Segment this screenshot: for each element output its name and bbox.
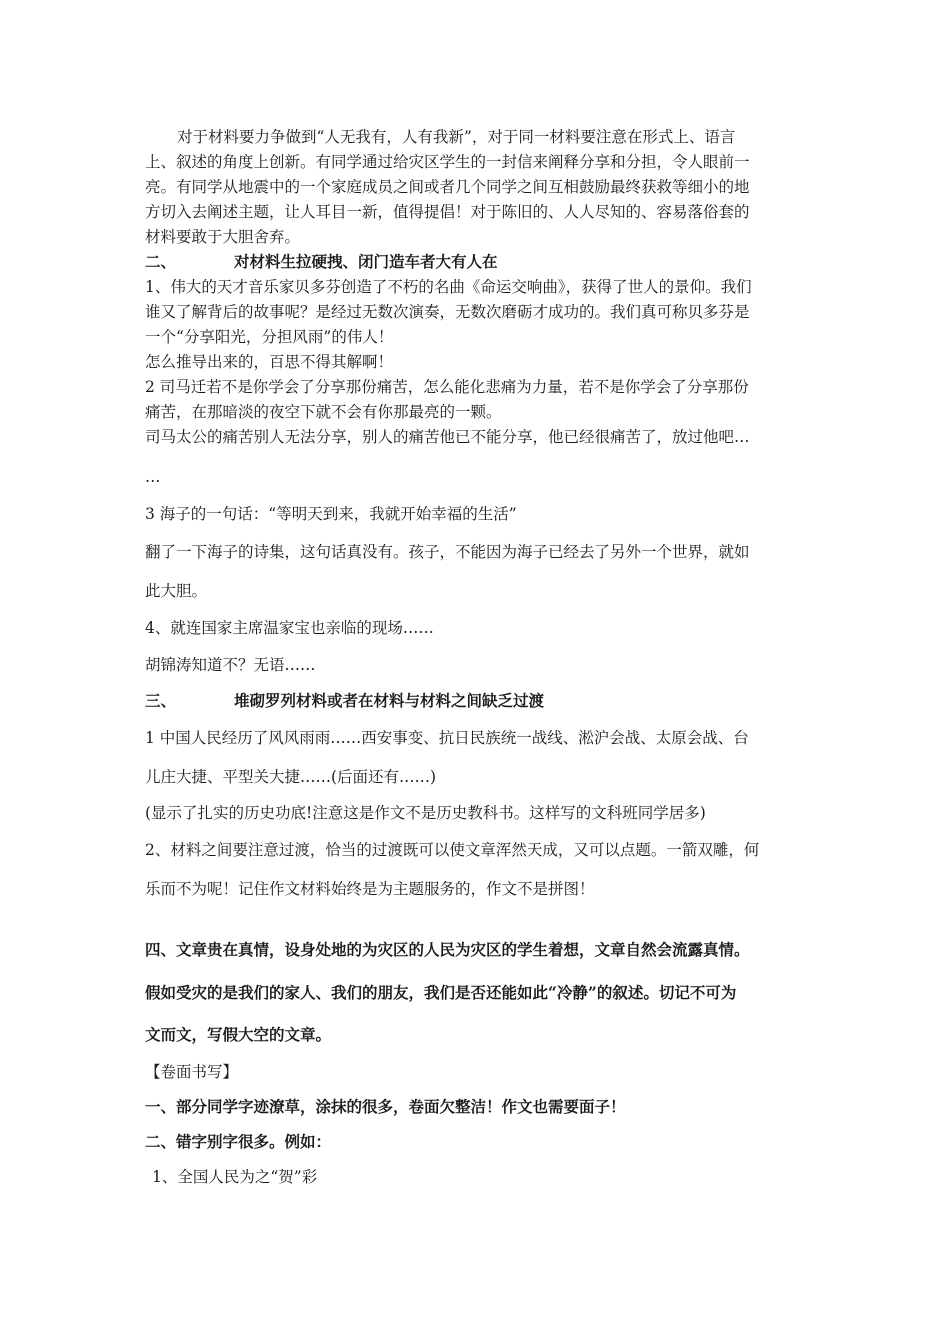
intro-line-3: 亮。有同学从地震中的一个家庭成员之间或者几个同学之间互相鼓励最终获救等细小的地 bbox=[145, 178, 750, 196]
section-2-line-9: 3 海子的一句话：“等明天到来，我就开始幸福的生活” bbox=[145, 505, 517, 523]
section-3-line-2: 儿庄大捷、平型关大捷……(后面还有……) bbox=[145, 768, 437, 786]
section-4-line-2: 假如受灾的是我们的家人、我们的朋友，我们是否还能如此“冷静”的叙述。切记不可为 bbox=[145, 983, 737, 1002]
section-2-heading bbox=[145, 251, 498, 273]
section-2-line-3: 一个“分享阳光，分担风雨”的伟人！ bbox=[145, 328, 394, 346]
section-2-line-5: 2 司马迁若不是你学会了分享那份痛苦，怎么能化悲痛为力量，若不是你学会了分享那份 bbox=[145, 378, 749, 396]
section-2-line-13: 胡锦涛知道不？无语…… bbox=[145, 656, 316, 674]
writing-example-1: 1、全国人民为之“贺”彩 bbox=[152, 1168, 318, 1186]
section-3-line-5: 乐而不为呢！记住作文材料始终是为主题服务的，作文不是拼图！ bbox=[145, 880, 595, 898]
intro-line-5: 材料要敢于大胆舍弃。 bbox=[145, 228, 301, 246]
section-3-heading bbox=[145, 690, 544, 712]
section-2-line-7: 司马太公的痛苦别人无法分享，别人的痛苦他已不能分享，他已经很痛苦了，放过他吧… bbox=[145, 428, 750, 446]
section-2-line-11: 此大胆。 bbox=[145, 582, 208, 600]
writing-point-2: 二、错字别字很多。例如： bbox=[145, 1132, 332, 1151]
section-2-line-2: 谁又了解背后的故事呢？是经过无数次演奏，无数次磨砺才成功的。我们真可称贝多芬是 bbox=[145, 303, 750, 321]
section-2-line-12: 4、就连国家主席温家宝也亲临的现场…… bbox=[145, 619, 434, 637]
section-4-line-3: 文而文，写假大空的文章。 bbox=[145, 1025, 332, 1044]
section-2-line-4: 怎么推导出来的，百思不得其解啊！ bbox=[145, 353, 394, 371]
section-3-line-1: 1 中国人民经历了风风雨雨……西安事变、抗日民族统一战线、淞沪会战、太原会战、台 bbox=[145, 729, 749, 747]
section-2-number: 二、 bbox=[145, 252, 177, 271]
section-3-line-3: (显示了扎实的历史功底!注意这是作文不是历史教科书。这样写的文科班同学居多) bbox=[145, 804, 706, 822]
section-2-line-1: 1、伟大的天才音乐家贝多芬创造了不朽的名曲《命运交响曲》，获得了世人的景仰。我们 bbox=[145, 278, 752, 296]
section-3-number: 三、 bbox=[145, 691, 177, 710]
intro-line-2: 上、叙述的角度上创新。有同学通过给灾区学生的一封信来阐释分享和分担，令人眼前一 bbox=[145, 153, 750, 171]
writing-point-1: 一、部分同学字迹潦草，涂抹的很多，卷面欠整洁！作文也需要面子！ bbox=[145, 1097, 626, 1116]
section-4-line-1: 四、文章贵在真情，设身处地的为灾区的人民为灾区的学生着想，文章自然会流露真情。 bbox=[145, 940, 750, 959]
section-2-line-8: … bbox=[145, 468, 161, 486]
section-3-line-4: 2、材料之间要注意过渡，恰当的过渡既可以使文章浑然天成，又可以点题。一箭双雕，何 bbox=[145, 841, 760, 859]
section-2-title: 对材料生拉硬拽、闭门造车者大有人在 bbox=[234, 252, 498, 271]
section-2-line-10: 翻了一下海子的诗集，这句话真没有。孩子，不能因为海子已经去了另外一个世界，就如 bbox=[145, 543, 750, 561]
section-3-title: 堆砌罗列材料或者在材料与材料之间缺乏过渡 bbox=[234, 691, 545, 710]
section-2-line-6: 痛苦，在那暗淡的夜空下就不会有你那最亮的一颗。 bbox=[145, 403, 502, 421]
intro-line-1: 对于材料要力争做到“人无我有，人有我新”，对于同一材料要注意在形式上、语言 bbox=[177, 128, 736, 146]
writing-heading: 【卷面书写】 bbox=[145, 1063, 239, 1081]
intro-line-4: 方切入去阐述主题，让人耳目一新，值得提倡！对于陈旧的、人人尽知的、容易落俗套的 bbox=[145, 203, 750, 221]
